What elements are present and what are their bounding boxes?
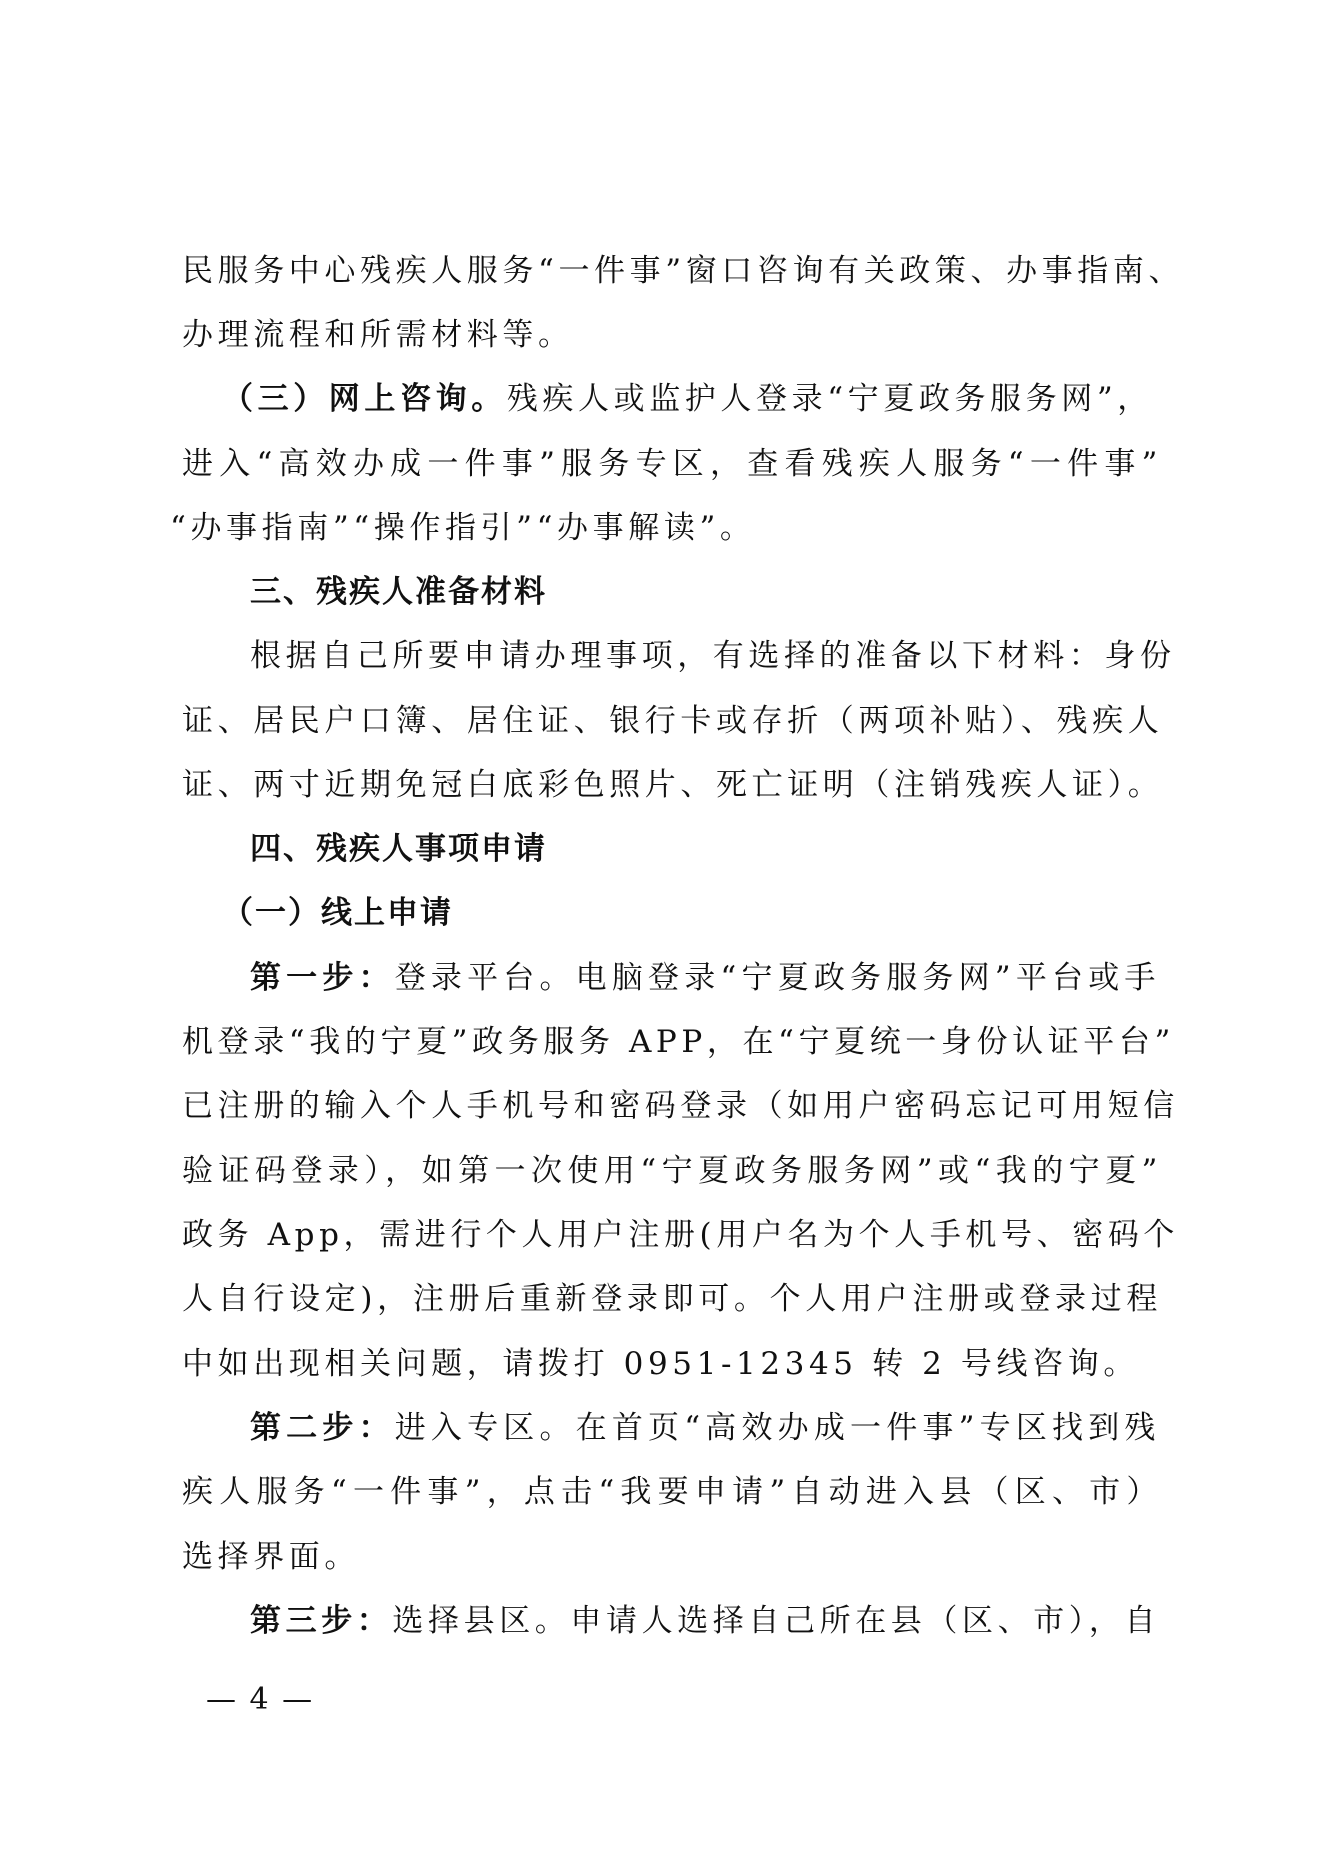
- subheading-online-consult: （三）网上咨询。: [222, 381, 507, 417]
- step-3-line: [250, 1601, 1160, 1641]
- page-number: — 4 —: [206, 1682, 315, 1717]
- body-text: 登录平台。电脑登录“宁夏政务服务网”平台或手: [394, 960, 1160, 996]
- subheading-online-application: （一）线上申请: [222, 895, 453, 931]
- body-text: 选择县区。申请人选择自己所在县（区、市），自: [392, 1603, 1161, 1639]
- body-text-line: 已注册的输入个人手机号和密码登录（如用户密码忘记可用短信: [182, 1088, 1179, 1124]
- body-text-line: 进入“高效办成一件事”服务专区，查看残疾人服务“一件事”: [182, 446, 1162, 482]
- body-text-line: 人自行设定)，注册后重新登录即可。个人用户注册或登录过程: [182, 1281, 1162, 1317]
- step-3-label: 第三步：: [250, 1603, 393, 1639]
- step-1-line: [250, 958, 1160, 998]
- body-text-line: 根据自己所要申请办理事项，有选择的准备以下材料：身份: [250, 638, 1176, 674]
- body-text-line: 证、两寸近期免冠白底彩色照片、死亡证明（注销残疾人证）。: [182, 767, 1164, 803]
- body-text: 残疾人或监护人登录“宁夏政务服务网”，: [506, 381, 1153, 417]
- body-text-line: 民服务中心残疾人服务“一件事”窗口咨询有关政策、办事指南、: [182, 253, 1185, 289]
- body-text-line: “办事指南”“操作指引”“办事解读”。: [170, 510, 756, 546]
- body-text-line: 中如出现相关问题，请拨打 0951-12345 转 2 号线咨询。: [182, 1346, 1139, 1382]
- body-text: 进入专区。在首页“高效办成一件事”专区找到残: [394, 1410, 1160, 1446]
- body-text-line: 机登录“我的宁夏”政务服务 APP，在“宁夏统一身份认证平台”: [182, 1024, 1175, 1060]
- body-text-line: 证、居民户口簿、居住证、银行卡或存折（两项补贴）、残疾人: [182, 703, 1164, 739]
- section-heading-materials: 三、残疾人准备材料: [250, 574, 547, 610]
- step-2-label: 第二步：: [250, 1410, 395, 1446]
- body-text-line: 验证码登录），如第一次使用“宁夏政务服务网”或“我的宁夏”: [182, 1153, 1162, 1189]
- body-text-line: 办理流程和所需材料等。: [182, 317, 574, 353]
- body-text-line: 疾人服务“一件事”，点击“我要申请”自动进入县（区、市）: [182, 1474, 1162, 1510]
- body-text-line: 政务 App，需进行个人用户注册(用户名为个人手机号、密码个: [182, 1217, 1180, 1253]
- section-3-online-consult: [222, 379, 1153, 419]
- step-1-label: 第一步：: [250, 960, 395, 996]
- section-heading-application: 四、残疾人事项申请: [250, 831, 547, 867]
- step-2-line: [250, 1408, 1160, 1448]
- body-text-line: 选择界面。: [182, 1539, 360, 1575]
